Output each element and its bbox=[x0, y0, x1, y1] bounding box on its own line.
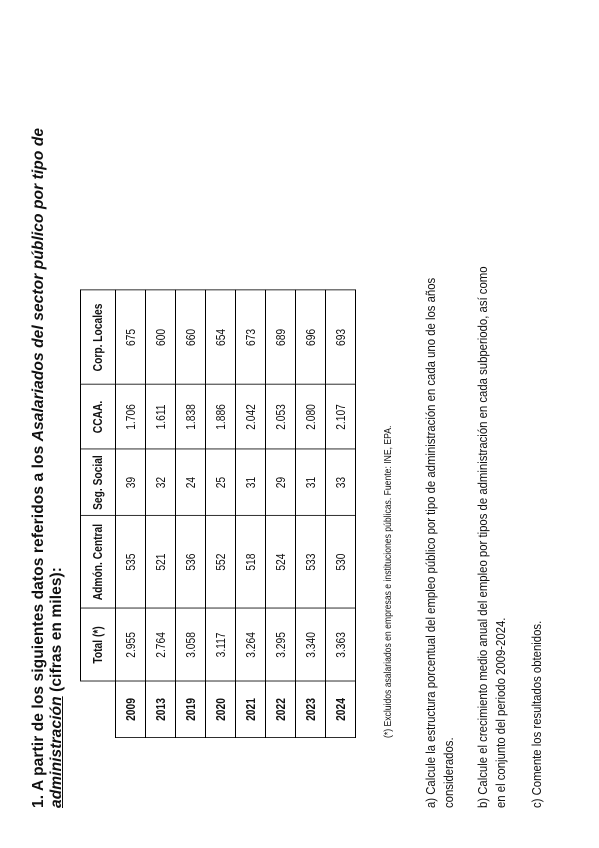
table-cell: 32 bbox=[146, 449, 176, 515]
year-cell: 2023 bbox=[296, 681, 326, 737]
table-header-row bbox=[81, 290, 116, 737]
column-header: Total (*) bbox=[81, 608, 116, 681]
table-row bbox=[296, 290, 326, 737]
table-cell: 2.080 bbox=[296, 385, 326, 450]
table-cell: 2.107 bbox=[326, 385, 356, 450]
table-cell: 654 bbox=[206, 290, 236, 384]
table-cell: 3.340 bbox=[296, 608, 326, 681]
column-header: Admón. Central bbox=[81, 516, 116, 609]
table-cell: 3.264 bbox=[236, 608, 266, 681]
table-cell: 1.838 bbox=[176, 385, 206, 450]
question-b-line-1: b) Calcule el crecimiento medio anual del empleo por tipos de administración en cada subperiodo, así como bbox=[475, 266, 490, 808]
year-cell: 2024 bbox=[326, 681, 356, 737]
exercise-intro: A partir de los siguientes datos referidos a los bbox=[30, 445, 47, 792]
column-header: Corp. Locales bbox=[81, 290, 116, 384]
table-cell: 524 bbox=[266, 516, 296, 609]
table-cell: 3.058 bbox=[176, 608, 206, 681]
table-cell: 1.886 bbox=[206, 385, 236, 450]
year-cell: 2021 bbox=[236, 681, 266, 737]
table-cell: 1.706 bbox=[116, 385, 146, 450]
year-cell: 2022 bbox=[266, 681, 296, 737]
table-cell: 2.955 bbox=[116, 608, 146, 681]
table-cell: 600 bbox=[146, 290, 176, 384]
table-cell: 33 bbox=[326, 449, 356, 515]
question-b bbox=[474, 17, 510, 808]
exercise-units: (cifras en miles): bbox=[48, 566, 65, 692]
table-cell: 2.053 bbox=[266, 385, 296, 450]
table-cell: 518 bbox=[236, 516, 266, 609]
question-c bbox=[528, 120, 546, 808]
question-b-line-2: en el conjunto del periodo 2009-2024. bbox=[493, 617, 508, 808]
table-cell: 535 bbox=[116, 516, 146, 609]
table-body bbox=[116, 290, 356, 737]
table-cell: 530 bbox=[326, 516, 356, 609]
table-cell: 31 bbox=[236, 449, 266, 515]
table-footnote: (*) Excluidos asalariados en empresas e instituciones públicas. Fuente: INE, EPA. bbox=[382, 425, 394, 738]
column-header: Seg. Social bbox=[81, 449, 116, 515]
table-cell: 3.117 bbox=[206, 608, 236, 681]
year-cell: 2019 bbox=[176, 681, 206, 737]
data-table bbox=[80, 290, 356, 738]
question-c-line-1: c) Comente los resultados obtenidos. bbox=[529, 620, 544, 808]
question-a-line-1: a) Calcule la estructura porcentual del empleo público por tipo de administración en cada uno de los años bbox=[423, 277, 438, 808]
table-cell: 29 bbox=[266, 449, 296, 515]
table-row bbox=[176, 290, 206, 737]
table-cell: 675 bbox=[116, 290, 146, 384]
table-cell: 3.363 bbox=[326, 608, 356, 681]
table-cell: 31 bbox=[296, 449, 326, 515]
table-cell: 39 bbox=[116, 449, 146, 515]
table-row bbox=[206, 290, 236, 737]
question-a bbox=[422, 17, 458, 808]
table-cell: 552 bbox=[206, 516, 236, 609]
table-cell: 2.764 bbox=[146, 608, 176, 681]
table-cell: 1.611 bbox=[146, 385, 176, 450]
table-cell: 3.295 bbox=[266, 608, 296, 681]
table-cell: 673 bbox=[236, 290, 266, 384]
year-cell: 2009 bbox=[116, 681, 146, 737]
table-cell: 693 bbox=[326, 290, 356, 384]
year-cell: 2020 bbox=[206, 681, 236, 737]
table-row bbox=[326, 290, 356, 737]
table-cell: 533 bbox=[296, 516, 326, 609]
table-cell: 689 bbox=[266, 290, 296, 384]
exercise-title: Asalariados del sector público por tipo de bbox=[30, 127, 47, 442]
table-row bbox=[236, 290, 266, 737]
table-row bbox=[146, 290, 176, 737]
exercise-number: 1. bbox=[30, 794, 47, 808]
year-cell: 2013 bbox=[146, 681, 176, 737]
table-cell: 2.042 bbox=[236, 385, 266, 450]
column-header: CCAA. bbox=[81, 385, 116, 450]
table-cell: 660 bbox=[176, 290, 206, 384]
table-row bbox=[116, 290, 146, 737]
table-cell: 521 bbox=[146, 516, 176, 609]
table-cell: 536 bbox=[176, 516, 206, 609]
table-row bbox=[266, 290, 296, 737]
table-cell: 25 bbox=[206, 449, 236, 515]
exercise-title-2: administración bbox=[48, 696, 65, 808]
table-cell: 696 bbox=[296, 290, 326, 384]
table-corner bbox=[81, 681, 116, 737]
table-cell: 24 bbox=[176, 449, 206, 515]
exercise-heading bbox=[30, 18, 66, 808]
question-a-line-2: considerados. bbox=[441, 737, 456, 808]
